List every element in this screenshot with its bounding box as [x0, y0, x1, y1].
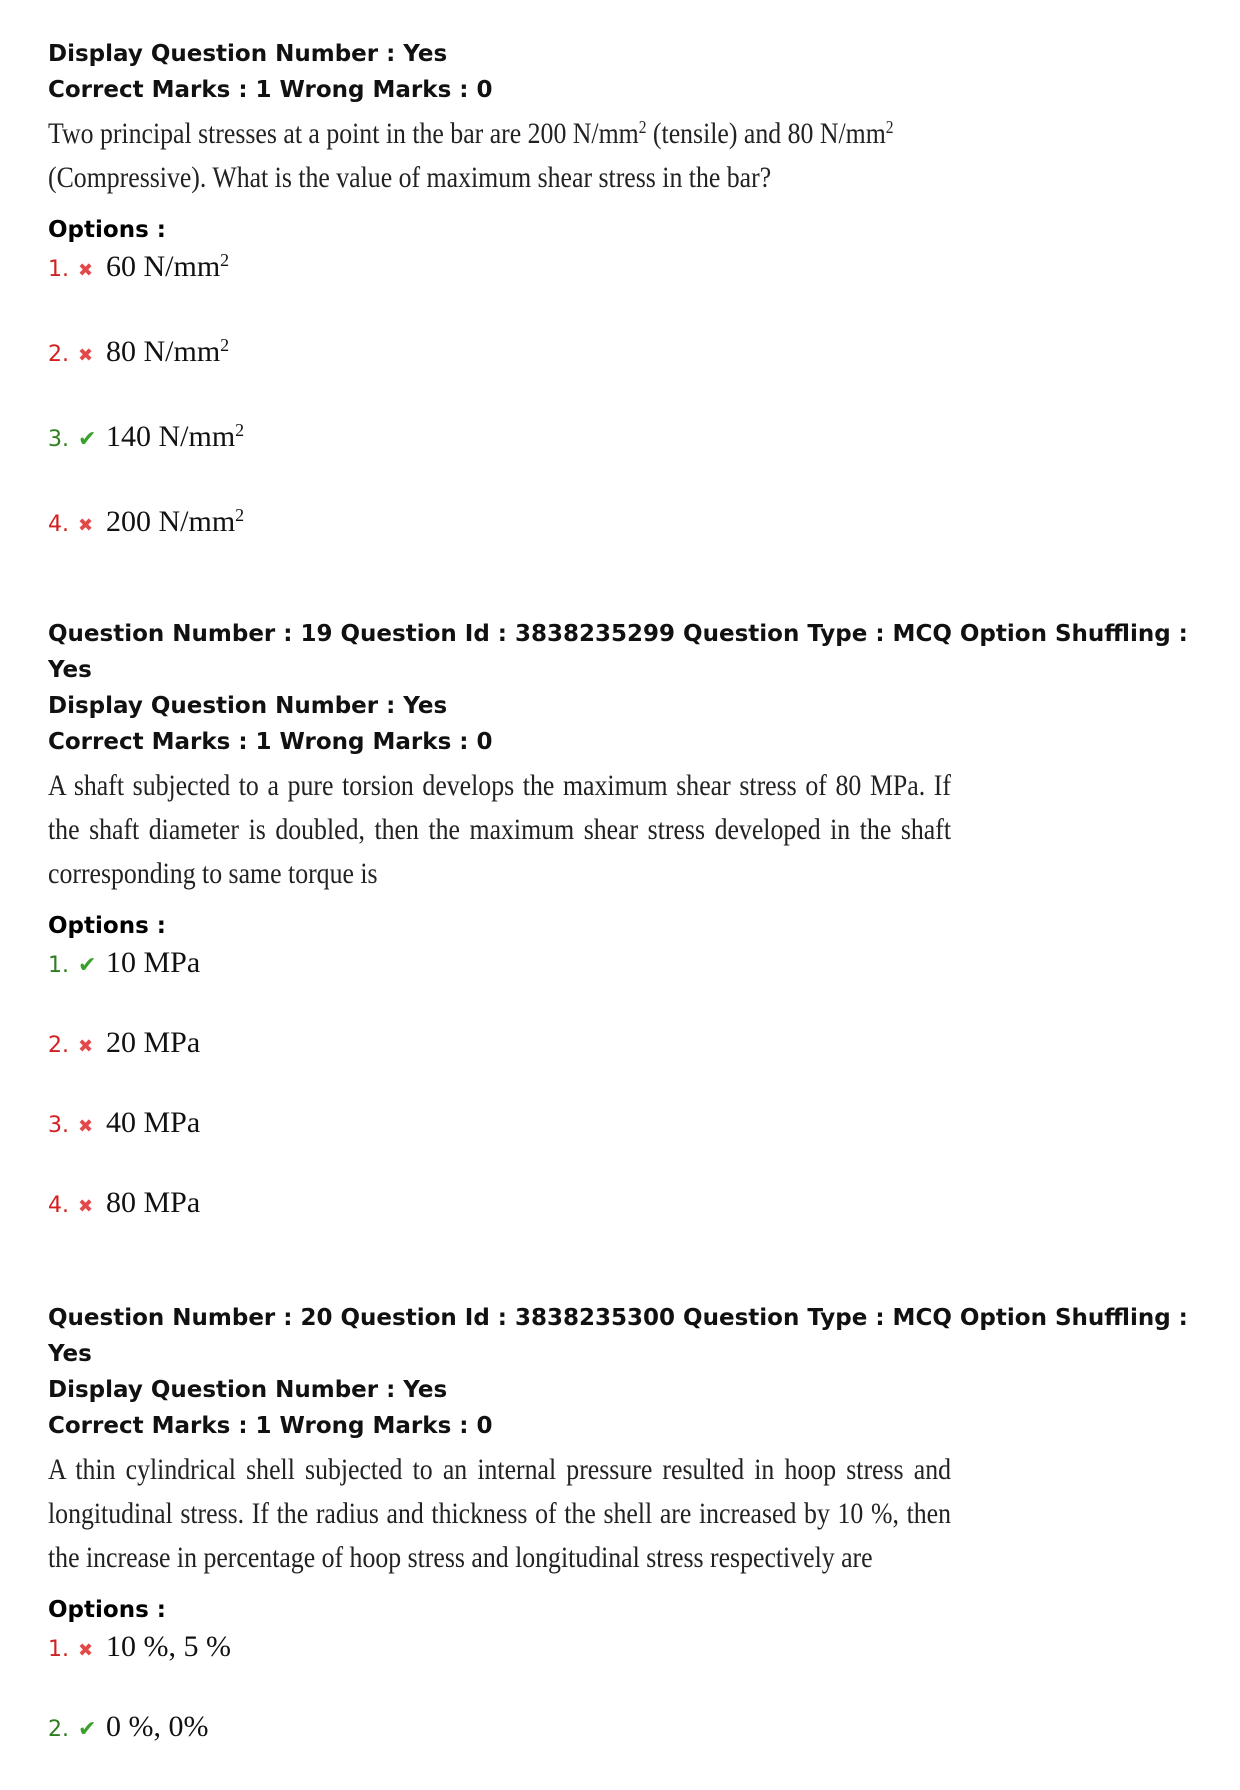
check-icon: ✔ [78, 953, 97, 978]
option-number: 4. [48, 1193, 69, 1218]
marks-info: Correct Marks : 1 Wrong Marks : 0 [48, 1413, 493, 1439]
options-list [48, 946, 1208, 1266]
options-list [48, 250, 1208, 590]
question-18 [48, 36, 1208, 590]
display-question-number: Display Question Number : Yes [48, 693, 448, 719]
option-1[interactable] [48, 1630, 1208, 1710]
option-2[interactable] [48, 1710, 1208, 1790]
option-number: 3. [48, 1113, 69, 1138]
option-number: 1. [48, 1637, 69, 1662]
option-4[interactable] [48, 505, 1208, 590]
option-number: 3. [48, 427, 69, 452]
option-1[interactable] [48, 250, 1208, 335]
option-text: 80 MPa [106, 1186, 201, 1219]
option-number: 2. [48, 1717, 69, 1742]
options-list [48, 1630, 1208, 1790]
question-text: A thin cylindrical shell subjected to an internal pressure resulted in hoop stress and longitudinal stress. If the radius and thickness of the shell are increased by 10 %, then the increase in percentage of hoop stress and longitudinal stress respectively are [48, 1453, 951, 1574]
option-4[interactable] [48, 1186, 1208, 1266]
cross-icon: ✖ [78, 1116, 94, 1137]
option-text: 140 $N/mm^2$ [106, 420, 245, 453]
check-icon: ✔ [78, 427, 97, 452]
display-question-number: Display Question Number : Yes [48, 41, 448, 67]
marks-info: Correct Marks : 1 Wrong Marks : 0 [48, 77, 493, 103]
option-text: 200 $N/mm^2$ [106, 505, 245, 538]
option-3[interactable] [48, 1106, 1208, 1186]
option-text: 60 $N/mm^2$ [106, 250, 230, 283]
option-text: 10 %, 5 % [106, 1630, 231, 1663]
option-number: 1. [48, 257, 69, 282]
question-20 [48, 1300, 1208, 1790]
options-label: Options : [48, 913, 166, 939]
cross-icon: ✖ [78, 1196, 94, 1217]
display-question-number: Display Question Number : Yes [48, 1377, 448, 1403]
cross-icon: ✖ [78, 1036, 94, 1057]
marks-info: Correct Marks : 1 Wrong Marks : 0 [48, 729, 493, 755]
question-header: Question Number : 19 Question Id : 3838235299 Question Type : MCQ Option Shuffling : Yes [48, 621, 1188, 683]
question-header: Question Number : 20 Question Id : 3838235300 Question Type : MCQ Option Shuffling : Yes [48, 1305, 1188, 1367]
option-text: 10 MPa [106, 946, 201, 979]
option-number: 4. [48, 512, 69, 537]
option-number: 2. [48, 342, 69, 367]
option-3[interactable] [48, 420, 1208, 505]
cross-icon: ✖ [78, 515, 94, 536]
question-text: A shaft subjected to a pure torsion develops the maximum shear stress of 80 MPa. If the shaft diameter is doubled, then the maximum shear stress developed in the shaft corresponding to same torque is [48, 769, 951, 890]
option-number: 2. [48, 1033, 69, 1058]
question-paper [48, 36, 1208, 1790]
question-19 [48, 616, 1208, 1266]
options-label: Options : [48, 217, 166, 243]
option-text: 80 $N/mm^2$ [106, 335, 230, 368]
option-text: 0 %, 0% [106, 1710, 209, 1743]
options-label: Options : [48, 1597, 166, 1623]
cross-icon: ✖ [78, 1640, 94, 1661]
option-2[interactable] [48, 335, 1208, 420]
question-text: Two principal stresses at a point in the bar are 200 $N/mm^2$ (tensile) and 80 $N/mm^2$ (Compressive). What is the value of maximum shear stress in the bar? [48, 117, 894, 194]
cross-icon: ✖ [78, 345, 94, 366]
option-1[interactable] [48, 946, 1208, 1026]
option-number: 1. [48, 953, 69, 978]
option-text: 20 MPa [106, 1026, 201, 1059]
option-2[interactable] [48, 1026, 1208, 1106]
cross-icon: ✖ [78, 260, 94, 281]
check-icon: ✔ [78, 1717, 97, 1742]
option-text: 40 MPa [106, 1106, 201, 1139]
